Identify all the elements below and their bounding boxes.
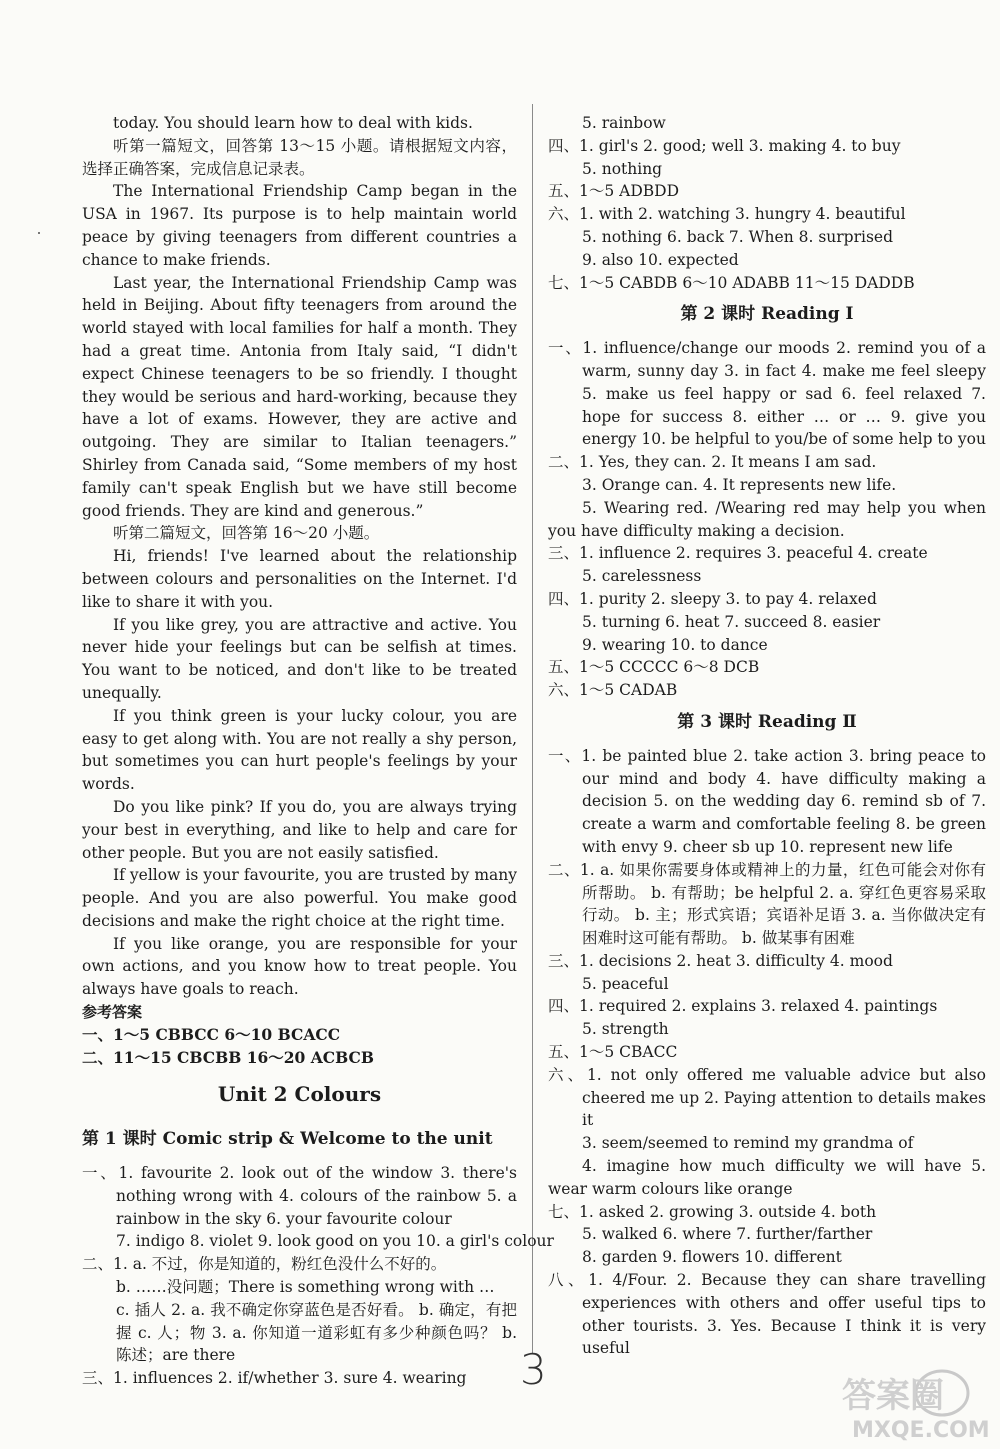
scan-speck: [38, 232, 40, 234]
answer-line: 六、1. with 2. watching 3. hungry 4. beautiful: [548, 205, 906, 224]
passage2-paragraph: Hi, friends! I've learned about the relationship between colours and personalities on the Internet. I'd like to share it with you.: [82, 547, 517, 611]
right-column: [548, 112, 986, 1360]
answer-line: 5. walked 6. where 7. further/farther: [582, 1225, 873, 1244]
reference-answers-heading: 参考答案: [82, 1003, 143, 1022]
answer-line: 一、1. favourite 2. look out of the window 3. there's nothing wrong with 4. colours of the rainbow 5. a rainbow in the sky 6. your favourite colour: [82, 1164, 517, 1228]
column-divider: [532, 104, 533, 1354]
passage2-paragraph: If yellow is your favourite, you are trusted by many people. And you are also powerful. You make good decisions and make the right choice at the right time.: [82, 866, 517, 930]
passage1-paragraph: The International Friendship Camp began in the USA in 1967. Its purpose is to help maintain world peace by giving teenagers from different countries a chance to make friends.: [82, 182, 517, 269]
answer-line: 七、1～5 CABDB 6～10 ADABB 11～15 DADDB: [548, 273, 915, 292]
lesson-title: 第 1 课时 Comic strip & Welcome to the unit: [82, 1129, 493, 1150]
answer-line: 一、1. influence/change our moods 2. remind you of a warm, sunny day 3. in fact 4. make me feel sleepy 5. make us feel happy or sad 6. feel relaxed 7. hope for success 8. either … or … 9. give you energy 10. be helpful to you/be of some help to you: [548, 339, 986, 449]
answer-line: 一、1～5 CBBCC 6～10 BCACC: [82, 1024, 341, 1044]
answer-line: 二、1. Yes, they can. 2. It means I am sad.: [548, 453, 877, 472]
answer-line: 五、1～5 CCCCC 6～8 DCB: [548, 658, 760, 677]
watermark-logo: [822, 1363, 992, 1443]
answer-line: 四、1. girl's 2. good; well 3. making 4. to buy: [548, 136, 901, 155]
answer-line: 四、1. required 2. explains 3. relaxed 4. paintings: [548, 997, 938, 1016]
passage1-paragraph: Last year, the International Friendship Camp was held in Beijing. About fifty teenagers from around the world stayed with local families for half a month. They had a great time. Antonia from Italy said, “I didn't expect Chinese teenagers to be so friendly. I thought they would be serious and hard-working, because they have a lot of exams. However, they are active and outgoing. They are similar to Italian teenagers.” Shirley from Canada said, “Some members of my host family can't speak English but we have still become good friends. They are kind and generous.”: [82, 273, 517, 520]
answer-line: 二、1. a. 如果你需要身体或精神上的力量，红色可能会对你有所帮助。 b. 有帮助；be helpful 2. a. 穿红色更容易采取行动。 b. 主；形式宾语；宾语补足语 3. a. 当你做决定有困难时这可能有帮助。 b. 做某事有困难: [548, 860, 986, 948]
listening-instruction-1: 听第一篇短文，回答第 13～15 小题。请根据短文内容，选择正确答案，完成信息记录表。: [82, 136, 517, 178]
left-column: [82, 112, 554, 1390]
answer-line: 3. Orange can. 4. It represents new life.: [582, 475, 897, 494]
passage2-paragraph: If you think green is your lucky colour, you are easy to get along with. You are not really a shy person, but sometimes you can hurt people's feelings by your words.: [82, 706, 517, 794]
answer-line: 7. indigo 8. violet 9. look good on you 10. a girl's colour: [116, 1232, 554, 1251]
passage2-paragraph: If you like grey, you are attractive and active. You never hide your feelings but can be selfish at times. You want to be noticed, and don't like to be treated unequally.: [82, 615, 517, 702]
answer-line: 六、1～5 CADAB: [548, 681, 678, 700]
answer-line: 四、1. purity 2. sleepy 3. to pay 4. relaxed: [548, 589, 877, 608]
answer-line: b. ……没问题；There is something wrong with …: [116, 1278, 495, 1297]
watermark-text: 答案圈: [842, 1376, 944, 1416]
page-number: 3: [520, 1345, 547, 1394]
listening-instruction-2: 听第二篇短文，回答第 16～20 小题。: [113, 524, 380, 543]
answer-line: c. 插人 2. a. 我不确定你穿蓝色是否好看。 b. 确定，有把握 c. 人；物 3. a. 你知道一道彩虹有多少种颜色吗？ b. 陈述；are there: [116, 1300, 517, 1365]
answer-line: 三、1. decisions 2. heat 3. difficulty 4. mood: [548, 951, 893, 970]
answer-line: 5. carelessness: [582, 567, 702, 586]
passage2-paragraph: Do you like pink? If you do, you are always trying your best in everything, and like to help and care for other people. But you are not easily satisfied.: [82, 797, 517, 862]
passage-ending: today. You should learn how to deal with kids.: [113, 114, 473, 132]
answer-line: 五、1～5 ADBDD: [548, 182, 680, 201]
lesson-title: 第 2 课时 Reading Ⅰ: [680, 304, 854, 325]
answer-line: 二、11～15 CBCBB 16～20 ACBCB: [82, 1047, 374, 1067]
answer-line: 4. imagine how much difficulty we will have 5. wear warm colours like orange: [548, 1157, 986, 1198]
answer-line: 5. nothing 6. back 7. When 8. surprised: [582, 227, 894, 246]
answer-line: 三、1. influence 2. requires 3. peaceful 4. create: [548, 544, 928, 563]
answer-line: 5. turning 6. heat 7. succeed 8. easier: [582, 612, 881, 631]
answer-line: 六、1. not only offered me valuable advice but also cheered me up 2. Paying attention to details makes it: [548, 1065, 986, 1130]
answer-line: 七、1. asked 2. growing 3. outside 4. both: [548, 1202, 877, 1221]
answer-line: 9. wearing 10. to dance: [582, 635, 768, 654]
answer-line: 八、1. 4/Four. 2. Because they can share travelling experiences with others and offer useful tips to other tourists. 3. Yes. Because I think it is very useful: [548, 1271, 986, 1358]
answer-line: 5. Wearing red. /Wearing red may help you when you have difficulty making a decision.: [548, 498, 986, 540]
unit-title: Unit 2 Colours: [217, 1082, 382, 1107]
answer-line: 三、1. influences 2. if/whether 3. sure 4. wearing: [82, 1369, 467, 1388]
lesson-title: 第 3 课时 Reading Ⅱ: [677, 711, 857, 732]
answer-line: 9. also 10. expected: [582, 250, 739, 269]
answer-line: 5. rainbow: [582, 114, 666, 132]
watermark-url: MXQE.COM: [852, 1418, 990, 1443]
answer-line: 3. seem/seemed to remind my grandma of: [582, 1134, 914, 1153]
answer-line: 5. strength: [582, 1020, 669, 1039]
answer-line: 5. nothing: [582, 159, 663, 178]
answer-line: 5. peaceful: [582, 974, 669, 993]
answer-line: 8. garden 9. flowers 10. different: [582, 1248, 842, 1267]
passage2-paragraph: If you like orange, you are responsible for your own actions, and you know how to treat people. You always have goals to reach.: [82, 934, 517, 999]
answer-line: 五、1～5 CBACC: [548, 1043, 678, 1062]
answer-line: 一、1. be painted blue 2. take action 3. bring peace to our mind and body 4. have difficulty making a decision 5. on the wedding day 6. remind sb of 7. create a warm and comfortable feeling 8. be green with envy 9. cheer sb up 10. represent new life: [548, 746, 986, 856]
answer-line: 二、1. a. 不过，你是知道的，粉红色没什么不好的。: [82, 1255, 447, 1274]
